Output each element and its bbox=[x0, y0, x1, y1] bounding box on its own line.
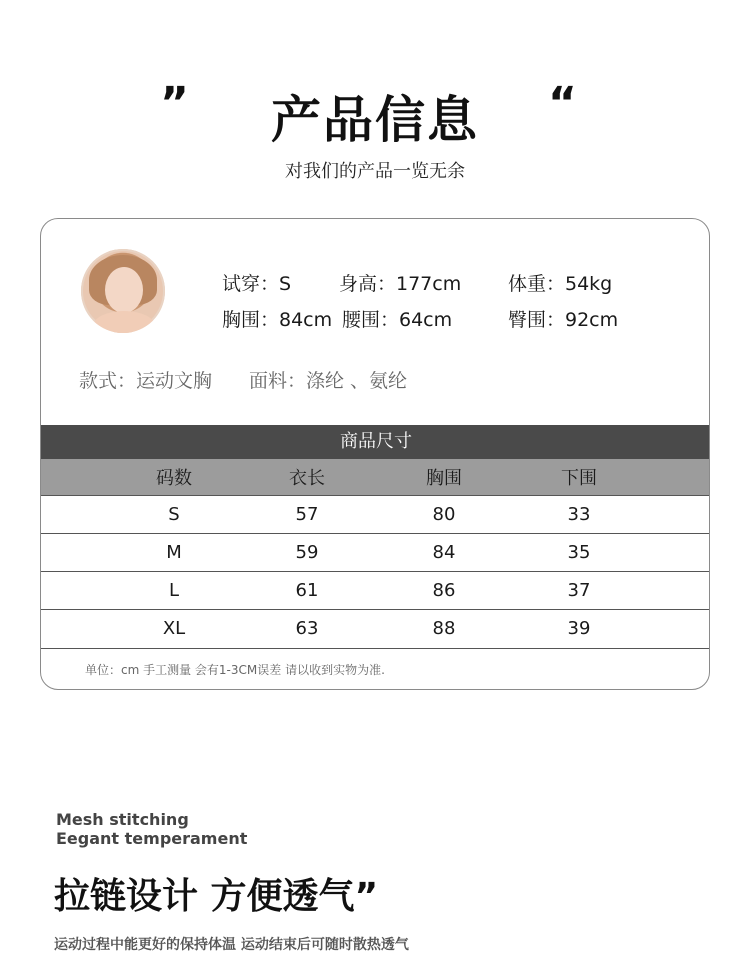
header-bust: 胸围 bbox=[426, 468, 462, 489]
page-subtitle: 对我们的产品一览无余 bbox=[285, 161, 465, 182]
cell-size: XL bbox=[162, 618, 186, 639]
try-on-size: 试穿：S bbox=[222, 273, 292, 295]
header-size: 码数 bbox=[156, 468, 192, 489]
size-table-title: 商品尺寸 bbox=[41, 425, 710, 459]
quote-mark-left: ” bbox=[160, 78, 189, 129]
cell-bust: 86 bbox=[432, 580, 456, 601]
model-avatar bbox=[81, 249, 165, 333]
cell-underbust: 39 bbox=[567, 618, 591, 639]
table-row bbox=[41, 571, 710, 609]
cell-length: 57 bbox=[295, 504, 319, 525]
cell-bust: 84 bbox=[432, 542, 456, 563]
table-row bbox=[41, 533, 710, 571]
table-row bbox=[41, 609, 710, 647]
feature-english-line-2: Eegant temperament bbox=[56, 829, 248, 848]
cell-underbust: 35 bbox=[567, 542, 591, 563]
product-info-card bbox=[40, 218, 710, 690]
model-height: 身高：177cm bbox=[339, 273, 462, 295]
page-title: 产品信息 bbox=[271, 91, 479, 149]
cell-underbust: 37 bbox=[567, 580, 591, 601]
model-waist: 腰围：64cm bbox=[342, 309, 453, 331]
cell-underbust: 33 bbox=[567, 504, 591, 525]
cell-size: L bbox=[168, 580, 180, 601]
model-weight: 体重：54kg bbox=[508, 273, 613, 295]
feature-english-line-1: Mesh stitching bbox=[56, 810, 189, 829]
feature-title: 拉链设计 方便透气” bbox=[54, 876, 379, 917]
model-bust: 胸围：84cm bbox=[222, 309, 333, 331]
measurement-note: 单位：cm 手工测量 会有1-3CM误差 请以收到实物为准. bbox=[85, 663, 385, 677]
header-underbust: 下围 bbox=[561, 468, 597, 489]
quote-mark-right: “ bbox=[548, 78, 577, 129]
model-hip: 臀围：92cm bbox=[508, 309, 619, 331]
cell-bust: 88 bbox=[432, 618, 456, 639]
cell-length: 59 bbox=[295, 542, 319, 563]
cell-size: M bbox=[166, 542, 182, 563]
table-bottom-divider bbox=[41, 648, 710, 649]
cell-size: S bbox=[168, 504, 180, 525]
feature-description: 运动过程中能更好的保持体温 运动结束后可随时散热透气 bbox=[54, 937, 409, 953]
cell-bust: 80 bbox=[432, 504, 456, 525]
product-style: 款式：运动文胸 bbox=[79, 370, 213, 392]
product-fabric: 面料：涤纶 、氨纶 bbox=[249, 370, 408, 392]
header-length: 衣长 bbox=[289, 468, 325, 489]
table-row bbox=[41, 495, 710, 533]
size-table-header bbox=[41, 459, 710, 495]
cell-length: 61 bbox=[295, 580, 319, 601]
cell-length: 63 bbox=[295, 618, 319, 639]
